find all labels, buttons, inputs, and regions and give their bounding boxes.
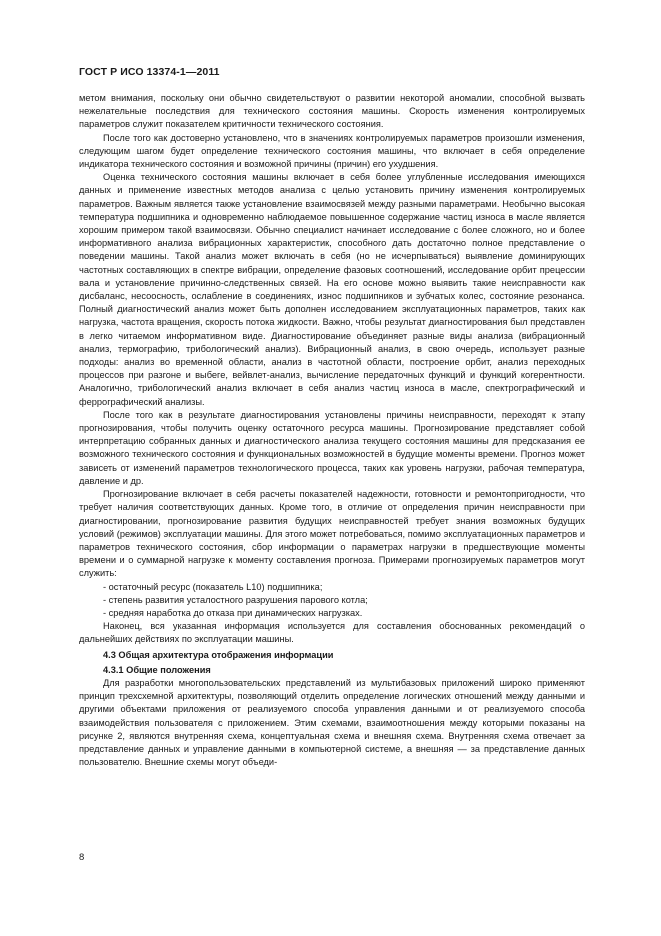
paragraph: метом внимания, поскольку они обычно свидетельствуют о развитии некоторой аномалии, способной вызвать нежелательные последствия для технического состояния машины. Скорость изменения контролируемых параметров служит показателем критичности технического состояния. <box>79 93 585 130</box>
page-number: 8 <box>79 852 85 863</box>
list-item: - степень развития усталостного разрушения парового котла; <box>103 594 368 605</box>
paragraph: Прогнозирование включает в себя расчеты показателей надежности, готовности и ремонтопригодности, что требует наличия соответствующих данных. Кроме того, в отличие от определения причин неисправности при диагностировании, прогнозирование развития будущих неисправностей требует знания возможных будущих условий (режимов) эксплуатации машины. Для этого может потребоваться, помимо эксплуатационных параметров и параметров технического состояния, сбор информации о параметрах нагрузки в предшествующие моменты времени и о суммарной нагрузке к моменту составления прогноза. Примерами прогнозируемых параметров могут служить: <box>79 489 585 579</box>
section-heading-4-3: 4.3 Общая архитектура отображения информации <box>103 649 334 660</box>
page-body <box>79 92 585 769</box>
paragraph: Оценка технического состояния машины включает в себя более углубленные исследования имеющихся данных и применение известных методов анализа с целью установить причину изменения контролируемых параметров. Важным является также установление взаимосвязей между разными параметрами. Необычно высокая температура подшипника и одновременно наблюдаемое повышенное содержание частиц износа в масле является хорошим примером такой взаимосвязи. Обычно специалист начинает исследование с более сложного, но и более информативного анализа вибрационных характеристик, способного дать достаточно полное представление о поведении машины. Такой анализ может включать в себя (но не исчерпываться) выявление доминирующих частотных составляющих в спектре вибрации, определение фазовых соотношений, исследование орбит прецессии вала и установление причинно-следственных связей. На его основе можно выявить такие неисправности как дисбаланс, несоосность, ослабление в соединениях, износ подшипников и зубчатых колес, состояние резонанса. Полный диагностический анализ может быть дополнен исследованием эксплуатационных параметров, таких как нагрузка, частота вращения, скорость потока жидкости. Важно, чтобы результат диагностирования был представлен в легко читаемом информативном виде. Диагностирование объединяет разные виды анализа (вибрационный анализ, термографию, трибологический анализ). Вибрационный анализ, в свою очередь, использует разные подходы: анализ во временной области, анализ в частотной области, построение орбит, анализ переходных процессов при разгоне и выбеге, вейвлет-анализ, вычисление передаточных функций и функций когерентности. Аналогично, трибологический анализ включает в себя анализ частиц износа в масле, спектрографический и феррографический анализы. <box>79 172 585 407</box>
list-item: - остаточный ресурс (показатель L10) подшипника; <box>103 581 323 592</box>
section-heading-4-3-1: 4.3.1 Общие положения <box>103 664 211 675</box>
paragraph: Для разработки многопользовательских представлений из мультибазовых приложений широко применяют принцип трехсхемной архитектуры, позволяющий отделить определение логических отношений между данными и другими объектами приложения от реализуемого способа управления данными и от реализуемого способа взаимодействия пользователя с приложением. Этим схемами, взаимоотношения между которыми показаны на рисунке 2, являются внутренняя схема, концептуальная схема и внешняя схема. Внутренняя схема отвечает за представление данных и управление данными в компьютерной системе, а внешняя — за представление данных пользователю. Внешние схемы могут объеди- <box>79 677 585 768</box>
paragraph: После того как в результате диагностирования установлены причины неисправности, переходят к этапу прогнозирования, чтобы получить оценку остаточного ресурса машины. Прогнозирование представляет собой интерпретацию собранных данных и диагностического анализа текущего состояния машины для предсказания ее возможного технического состояния и функциональных возможностей в будущие моменты времени. Прогноз может зависеть от изменений параметров технологического процесса, таких как уровень нагрузки, рабочая температура, давление и др. <box>79 409 585 486</box>
list-item: - средняя наработка до отказа при динамических нагрузках. <box>103 607 363 618</box>
prognosis-parameter-list <box>79 581 585 621</box>
document-header: ГОСТ Р ИСО 13374-1—2011 <box>79 66 220 78</box>
paragraph: Наконец, вся указанная информация используется для составления обоснованных рекомендаций о дальнейших действиях по эксплуатации машины. <box>79 621 585 645</box>
paragraph: После того как достоверно установлено, что в значениях контролируемых параметров произошли изменения, следующим шагом будет определение технического состояния машины, что включает в себя определение индикатора технического состояния и возможной причины (причин) его ухудшения. <box>79 132 585 170</box>
